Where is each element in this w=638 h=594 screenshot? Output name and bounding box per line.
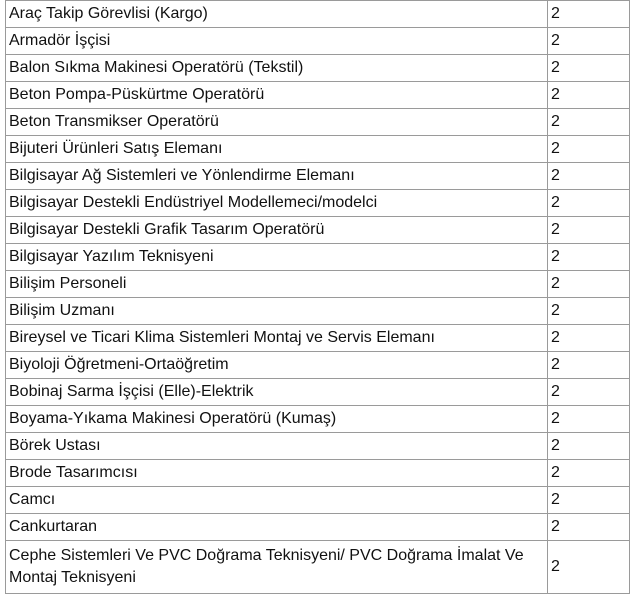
occupation-name-cell: Bilgisayar Destekli Grafik Tasarım Operatörü xyxy=(6,217,548,244)
occupation-name-cell: Biyoloji Öğretmeni-Ortaöğretim xyxy=(6,352,548,379)
occupation-name-cell: Beton Transmikser Operatörü xyxy=(6,109,548,136)
occupation-name-cell: Armadör İşçisi xyxy=(6,28,548,55)
table-row xyxy=(6,487,630,514)
occupation-table xyxy=(5,0,630,594)
table-row xyxy=(6,82,630,109)
table-row xyxy=(6,298,630,325)
table-row xyxy=(6,190,630,217)
occupation-name-cell: Bobinaj Sarma İşçisi (Elle)-Elektrik xyxy=(6,379,548,406)
occupation-name-cell: Cephe Sistemleri Ve PVC Doğrama Teknisyeni/ PVC Doğrama İmalat Ve Montaj Teknisyeni xyxy=(6,541,548,594)
count-cell: 2 xyxy=(548,217,630,244)
occupation-name-cell: Cankurtaran xyxy=(6,514,548,541)
count-cell: 2 xyxy=(548,352,630,379)
table-row xyxy=(6,541,630,594)
occupation-name-cell: Bilgisayar Ağ Sistemleri ve Yönlendirme Elemanı xyxy=(6,163,548,190)
count-cell: 2 xyxy=(548,541,630,594)
count-cell: 2 xyxy=(548,433,630,460)
count-cell: 2 xyxy=(548,55,630,82)
table-row xyxy=(6,271,630,298)
table-row xyxy=(6,244,630,271)
table-row xyxy=(6,325,630,352)
occupation-table-wrapper xyxy=(5,0,629,594)
count-cell: 2 xyxy=(548,190,630,217)
table-row xyxy=(6,352,630,379)
table-row xyxy=(6,406,630,433)
table-row xyxy=(6,28,630,55)
table-row xyxy=(6,433,630,460)
count-cell: 2 xyxy=(548,82,630,109)
table-row xyxy=(6,136,630,163)
occupation-name-cell: Bilgisayar Destekli Endüstriyel Modellemeci/modelci xyxy=(6,190,548,217)
occupation-name-cell: Beton Pompa-Püskürtme Operatörü xyxy=(6,82,548,109)
count-cell: 2 xyxy=(548,406,630,433)
count-cell: 2 xyxy=(548,325,630,352)
table-row xyxy=(6,163,630,190)
occupation-name-cell: Bilişim Uzmanı xyxy=(6,298,548,325)
occupation-name-cell: Börek Ustası xyxy=(6,433,548,460)
count-cell: 2 xyxy=(548,298,630,325)
occupation-name-cell: Bilgisayar Yazılım Teknisyeni xyxy=(6,244,548,271)
table-row xyxy=(6,460,630,487)
count-cell: 2 xyxy=(548,271,630,298)
count-cell: 2 xyxy=(548,487,630,514)
table-row xyxy=(6,379,630,406)
count-cell: 2 xyxy=(548,109,630,136)
occupation-name-cell: Bireysel ve Ticari Klima Sistemleri Montaj ve Servis Elemanı xyxy=(6,325,548,352)
count-cell: 2 xyxy=(548,1,630,28)
occupation-name-cell: Bijuteri Ürünleri Satış Elemanı xyxy=(6,136,548,163)
table-row xyxy=(6,55,630,82)
count-cell: 2 xyxy=(548,379,630,406)
occupation-name-cell: Balon Sıkma Makinesi Operatörü (Tekstil) xyxy=(6,55,548,82)
occupation-name-cell: Araç Takip Görevlisi (Kargo) xyxy=(6,1,548,28)
table-row xyxy=(6,514,630,541)
count-cell: 2 xyxy=(548,460,630,487)
occupation-name-cell: Bilişim Personeli xyxy=(6,271,548,298)
table-row xyxy=(6,217,630,244)
count-cell: 2 xyxy=(548,28,630,55)
table-body xyxy=(6,1,630,594)
table-row xyxy=(6,109,630,136)
count-cell: 2 xyxy=(548,163,630,190)
occupation-name-cell: Brode Tasarımcısı xyxy=(6,460,548,487)
count-cell: 2 xyxy=(548,136,630,163)
count-cell: 2 xyxy=(548,244,630,271)
occupation-name-cell: Camcı xyxy=(6,487,548,514)
occupation-name-cell: Boyama-Yıkama Makinesi Operatörü (Kumaş) xyxy=(6,406,548,433)
count-cell: 2 xyxy=(548,514,630,541)
table-row xyxy=(6,1,630,28)
